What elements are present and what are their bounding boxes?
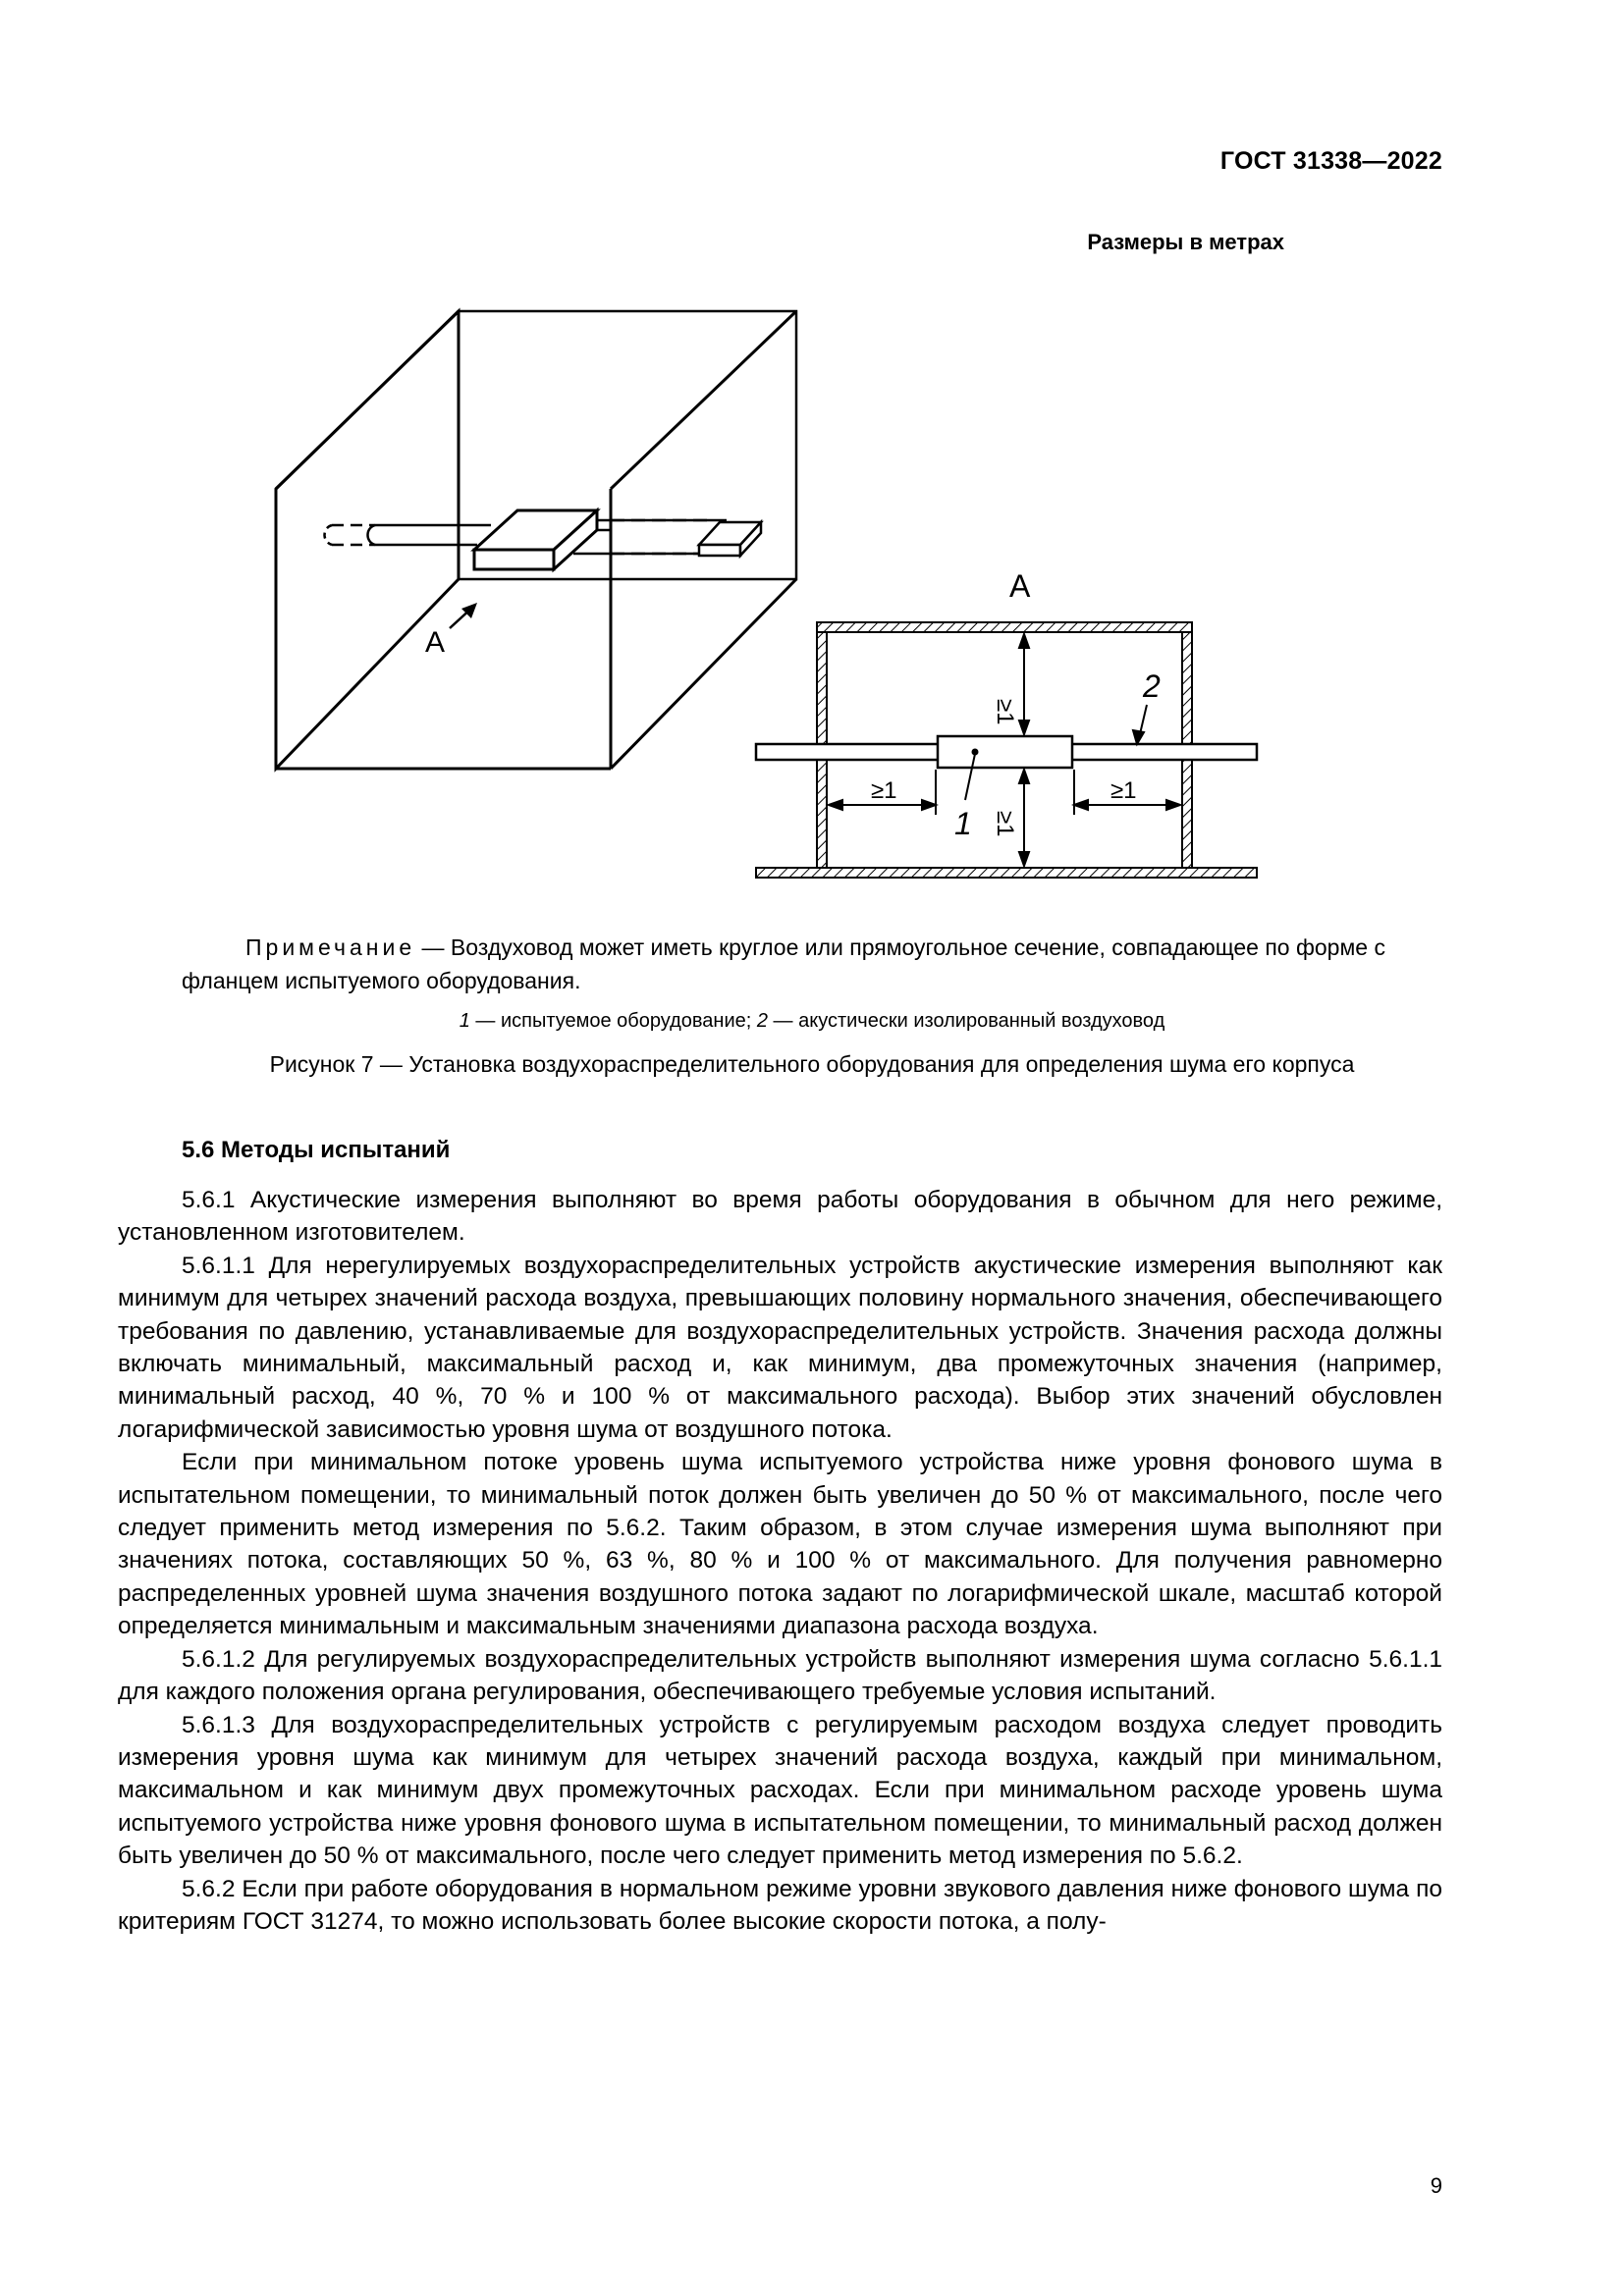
page-number: 9 bbox=[1430, 2173, 1442, 2198]
callout-2: 2 bbox=[1143, 668, 1161, 704]
paragraph: 5.6.1.2 Для регулируемых воздухораспределительных устройств выполняют измерения шума согласно 5.6.1.1 для каждого положения органа регулирования, обеспечивающего требуемые условия испытаний. bbox=[118, 1645, 1442, 1706]
body-text bbox=[118, 1184, 1442, 1938]
view-arrow-a bbox=[425, 603, 477, 659]
legend-text-1: — испытуемое оборудование; bbox=[469, 1010, 757, 1032]
legend-text-2: — акустически изолированный воздуховод bbox=[767, 1010, 1165, 1032]
figure-7-diagram bbox=[0, 0, 1624, 913]
duct-3d bbox=[325, 510, 762, 569]
note-label: Примечание bbox=[245, 934, 416, 960]
dim-right: ≥1 bbox=[1110, 777, 1137, 804]
figure-caption: Рисунок 7 — Установка воздухораспределительного оборудования для определения шума его корпуса bbox=[269, 1051, 1355, 1077]
figure-legend bbox=[182, 1010, 1442, 1033]
paragraph: 5.6.2 Если при работе оборудования в нормальном режиме уровни звукового давления ниже фонового шума по критериям ГОСТ 31274, то можно использовать более высокие скорости потока, а полу- bbox=[118, 1875, 1442, 1935]
paragraph: 5.6.1.1 Для нерегулируемых воздухораспределительных устройств акустические измерения выполняют как минимум для четырех значений расхода воздуха, превышающих половину нормального значения, обеспечивающего требования по давлению, устанавливаемые для воздухораспределительных устройств. Значения расхода должны включать минимальный, максимальный расход и, как минимум, два промежуточных значения (например, минимальный расход, 40 %, 70 % и 100 % от максимального расхода). Выбор этих значений обусловлен логарифмической зависимостью уровня шума от воздушного потока. bbox=[118, 1252, 1442, 1443]
dim-bottom: ≥1 bbox=[992, 811, 1018, 837]
view-label-3d: А bbox=[425, 626, 446, 659]
paragraph: 5.6.1.3 Для воздухораспределительных устройств с регулируемым расходом воздуха следует проводить измерения уровня шума как минимум для четырех значений расхода воздуха, каждый при минимальном, максимальном и как минимум двух промежуточных расходах. Если при минимальном расходе уровень шума испытуемого устройства ниже уровня фонового шума в испытательном помещении, то минимальный расход должен быть увеличен до 50 % от максимального, после чего следует применить метод измерения по 5.6.2. bbox=[118, 1711, 1442, 1870]
view-label-section: А bbox=[1009, 568, 1031, 604]
note-text: — Воздуховод может иметь круглое или прямоугольное сечение, совпадающее по форме с фланцем испытуемого оборудования. bbox=[182, 934, 1385, 993]
dim-top: ≥1 bbox=[992, 699, 1018, 725]
figure-note bbox=[182, 931, 1442, 997]
legend-num-2: 2 bbox=[756, 1010, 768, 1032]
section-view bbox=[756, 568, 1257, 878]
section-title: 5.6 Методы испытаний bbox=[182, 1137, 451, 1163]
paragraph: Если при минимальном потоке уровень шума испытуемого устройства ниже уровня фонового шума в испытательном помещении, то минимальный поток должен быть увеличен до 50 % от максимального, после чего следует применить метод измерения по 5.6.2. Таким образом, в этом случае измерения шума выполняют при значениях потока, составляющих 50 %, 63 %, 80 % и 100 % от максимального. Для получения равномерно распределенных уровней шума значения воздушного потока задают по логарифмической шкале, масштаб которой определяется минимальным и максимальным значениями диапазона расхода воздуха. bbox=[118, 1449, 1442, 1640]
paragraph: 5.6.1 Акустические измерения выполняют во время работы оборудования в обычном для него режиме, установленном изготовителем. bbox=[118, 1187, 1442, 1247]
callout-1: 1 bbox=[954, 806, 972, 841]
dim-left: ≥1 bbox=[871, 777, 897, 804]
standard-header: ГОСТ 31338—2022 bbox=[1219, 147, 1442, 175]
dimensions-note: Размеры в метрах bbox=[1087, 230, 1284, 254]
legend-num-1: 1 bbox=[459, 1010, 470, 1032]
